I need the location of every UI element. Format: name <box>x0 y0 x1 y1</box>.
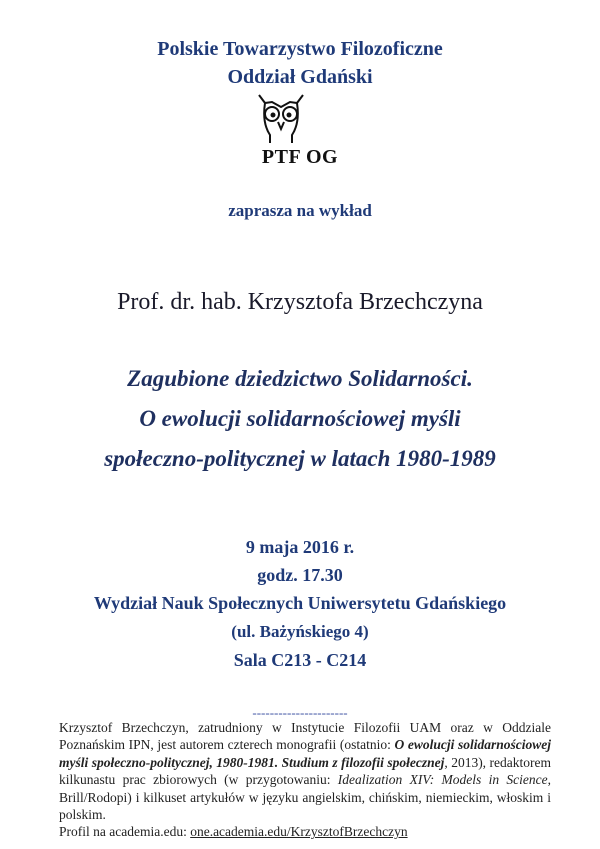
invitation-line: zaprasza na wykład <box>228 201 372 220</box>
bio-edited-volume: Idealization XIV: Models in Science <box>337 772 548 788</box>
logo-text: PTF OG <box>261 146 339 168</box>
speaker-bio <box>59 719 551 841</box>
speaker-name: Prof. dr. hab. Krzysztofa Brzechczyna <box>117 289 483 315</box>
lecture-title-line-2: O ewolucji solidarnościowej myśli <box>139 406 461 431</box>
event-time: godz. 17.30 <box>257 565 343 585</box>
bio-book-title: O ewolucji solidarnościowej myśli społeczno-politycznej, 1980-1981. Studium z filozofii społecznej <box>59 737 551 770</box>
separator: ---------------------- <box>252 705 348 720</box>
organization-branch: Oddział Gdański <box>227 66 373 88</box>
bio-text-1: Krzysztof Brzechczyn, zatrudniony w Instytucie Filozofii UAM oraz w Oddziale Poznańskim IPN, jest autorem czterech monografii (ostatnio: <box>59 720 551 753</box>
event-room: Sala C213 - C214 <box>233 650 367 670</box>
lecture-title-line-3: społeczno-politycznej w latach 1980-1989 <box>104 446 496 471</box>
event-venue: Wydział Nauk Społecznych Uniwersytetu Gdańskiego <box>93 593 507 613</box>
profile-link[interactable]: one.academia.edu/KrzysztofBrzechczyn <box>190 824 408 840</box>
profile-line <box>59 823 551 840</box>
bio-text-3: , Brill/Rodopi) i kilkuset artykułów w języku angielskim, chińskim, niemieckim, włoskim i polskim. <box>59 772 551 823</box>
lecture-title-line-1: Zagubione dziedzictwo Solidarności. <box>127 366 473 391</box>
event-address: (ul. Bażyńskiego 4) <box>231 622 369 641</box>
event-date: 9 maja 2016 r. <box>245 537 355 557</box>
bio-text-2: , 2013), redaktorem kilkunastu prac zbiorowych (w przygotowaniu: <box>59 754 552 788</box>
profile-label: Profil na academia.edu: <box>59 824 191 840</box>
organization-name: Polskie Towarzystwo Filozoficzne <box>157 38 443 60</box>
owl-logo-icon <box>256 93 306 145</box>
